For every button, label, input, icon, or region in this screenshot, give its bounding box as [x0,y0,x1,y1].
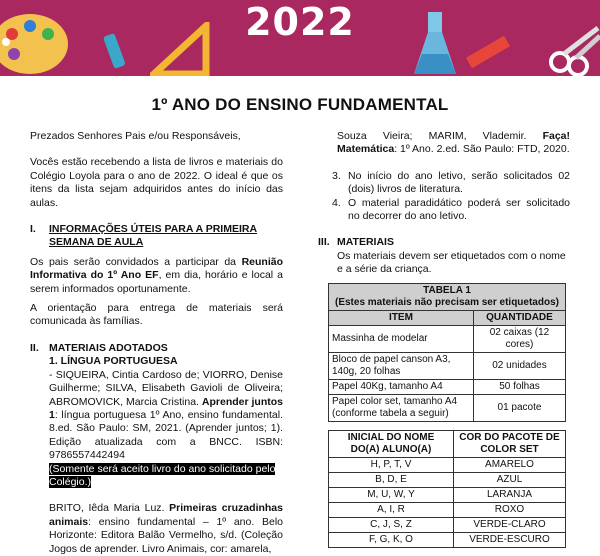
section-2-number: II. [30,341,39,354]
materials-table-caption [329,283,566,310]
materials-table-title: TABELA 1 [423,284,471,296]
book-math-text-b: Faça! Matemática [337,130,570,156]
header-banner [0,0,600,76]
book-1 [30,369,283,463]
cell-item: Papel color set, tamanho A4 (conforme tabela a seguir) [329,394,474,421]
section-1-title: INFORMAÇÕES ÚTEIS PARA A PRIMEIRA SEMANA DE AULA [49,223,258,249]
list-item-text: O material paradidático poderá ser solicitado no decorrer do ano letivo. [348,196,570,223]
right-column [318,130,570,548]
left-column [30,130,283,556]
cell-letters: A, I, R [329,502,454,517]
cell-letters: M, U, W, Y [329,487,454,502]
cell-quantity: 01 pacote [474,394,566,421]
cell-color: AZUL [454,472,566,487]
table-row [329,325,566,352]
book-math-text-a: Souza Vieira; MARIM, Vlademir. [337,130,543,142]
color-set-table [328,430,566,548]
page-title: 1º ANO DO ENSINO FUNDAMENTAL [151,95,449,114]
cell-quantity: 50 folhas [474,379,566,394]
column-header-item: ITEM [329,310,474,325]
section-3-title: MATERIAIS [337,236,394,249]
cell-color: VERDE-CLARO [454,517,566,532]
book-1-text-a: - SIQUEIRA, Cintia Cardoso de; VIORRO, Denise Guilherme; SILVA, Elisabeth Gavioli de Oliveira; ABROMOVICK, Marcia Cristina. [49,368,283,408]
intro-paragraph: Vocês estão recebendo a lista de livros e materiais do Colégio Loyola para o ano de 2022. O ideal é que os itens da lista sejam adquiridos antes do início das aulas. [30,156,283,209]
materials-table [328,283,566,422]
cell-item: Papel 40Kg, tamanho A4 [329,379,474,394]
meeting-text-c: , em dia, horário e local a serem informados oportunamente. [30,269,283,295]
materials-table-subtitle: (Estes materiais não precisam ser etiquetados) [335,296,559,308]
column-header-initial: INICIAL DO NOME DO(A) ALUNO(A) [329,430,454,457]
cell-letters: B, D, E [329,472,454,487]
list-item-text: No início do ano letivo, serão solicitados 02 (dois) livros de literatura. [348,169,570,196]
greeting: Prezados Senhores Pais e/ou Responsáveis, [30,130,241,142]
table-row [329,352,566,379]
book-2-text-b: Primeiras cruzadinhas animais [49,502,283,528]
book-1-note [30,463,283,490]
column-header-quantity: QUANTIDADE [474,310,566,325]
book-1-text-c: : língua portuguesa 1º Ano, ensino fundamental. 8.ed. São Paulo: SM, 2021. (Aprender juntos; 1). Edição atualizada com a BNCC. ISBN: 9786557442494 [49,408,283,462]
column-header-color: COR DO PACOTE DE COLOR SET [454,430,566,457]
delivery-paragraph: A orientação para entrega de materiais será comunicada às famílias. [30,302,283,328]
list-item [318,170,570,197]
book-2-text-c: : ensino fundamental – 1º ano. Belo Horizonte: Editora Balão Vermelho, s/d. (Coleção Jogos de aprender. Livro Animais, cor: amarela, [49,515,283,555]
cell-color: AMARELO [454,457,566,472]
cell-quantity: 02 caixas (12 cores) [474,325,566,352]
cell-item: Massinha de modelar [329,325,474,352]
list-item-number: 4. [332,196,341,209]
table-row [329,394,566,421]
book-math-continued [318,130,570,157]
book-1-text-b: Aprender juntos 1 [49,395,283,421]
meeting-text-a: Os pais serão convidados a participar da [30,255,242,268]
section-3-number: III. [318,236,330,249]
table-row [329,517,566,532]
table-row [329,502,566,517]
section-2-heading [30,342,283,355]
book-2 [30,502,283,556]
list-item [318,197,570,224]
section-3-text: Os materiais devem ser etiquetados com o nome e a série da criança. [337,249,566,276]
book-math-text-c: : 1º Ano. 2.ed. São Paulo: FTD, 2020. [394,143,570,156]
section-2-title: MATERIAIS ADOTADOS [49,341,168,354]
book-1-note-text: (Somente será aceito livro do ano solicitado pelo Colégio.) [49,462,276,488]
subject-heading: 1. LÍNGUA PORTUGUESA [49,355,178,368]
table-row [329,487,566,502]
cell-letters: C, J, S, Z [329,517,454,532]
cell-letters: F, G, K, O [329,532,454,547]
meeting-text-b: Reunião Informativa do 1º Ano EF [30,255,283,282]
table-row [329,472,566,487]
section-1-number: I. [30,223,36,236]
meeting-paragraph [30,256,283,296]
book-2-text-a: BRITO, Iêda Maria Luz. [49,502,170,515]
table-row [329,457,566,472]
cell-letters: H, P, T, V [329,457,454,472]
section-1-heading [30,223,283,250]
list-item-number: 3. [332,169,341,182]
cell-item: Bloco de papel canson A3, 140g, 20 folhas [329,352,474,379]
cell-color: ROXO [454,502,566,517]
banner-year: 2022 [245,0,355,44]
cell-quantity: 02 unidades [474,352,566,379]
cell-color: LARANJA [454,487,566,502]
table-row [329,379,566,394]
section-3-heading [318,236,570,249]
cell-color: VERDE-ESCURO [454,532,566,547]
